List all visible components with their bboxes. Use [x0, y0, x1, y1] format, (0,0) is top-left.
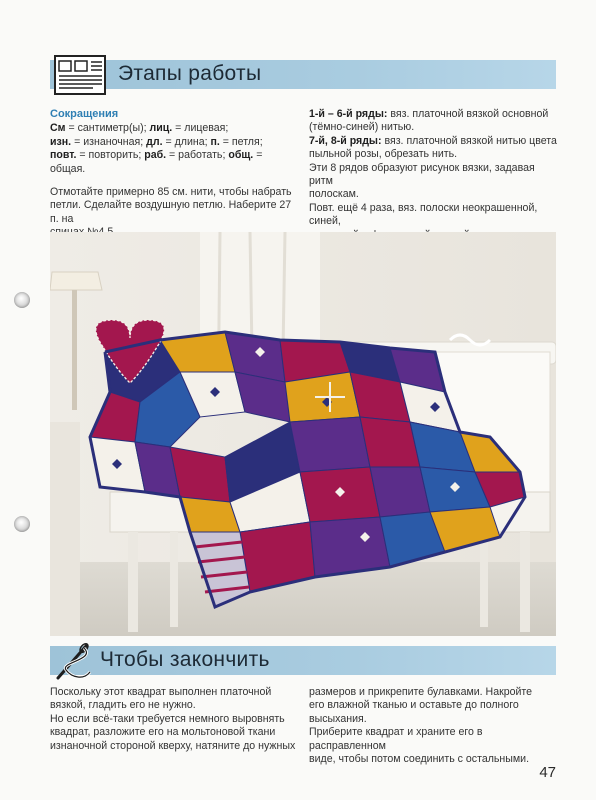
finish-line: Приберите квадрат и храните его в расправленном — [309, 726, 483, 752]
finish-line: вязкой, гладить его не нужно. — [50, 699, 196, 712]
row-instruction-line: Эти 8 рядов образуют рисунок вязки, задавая ритм — [309, 161, 535, 188]
abbreviation-line: изн. = изнаночная; дл. = длина; п. = петля; — [50, 135, 263, 148]
abbreviations-block — [50, 108, 300, 240]
cast-on-line: Отмотайте примерно 85 см. нити, чтобы набрать — [50, 186, 292, 199]
abbreviations-lines — [50, 122, 300, 176]
row-instruction-line: пыльной розы, обрезать нить. — [309, 148, 458, 161]
abbreviation-line: См = сантиметр(ы); лиц. = лицевая; — [50, 122, 229, 135]
binder-hole-top — [14, 292, 30, 308]
finish-line: изнаночной стороной кверху, натяните до нужных — [50, 739, 296, 752]
finish-line: квадрат, разложите его на мольтоновой ткани — [50, 726, 276, 739]
row-instruction-line: полоскам. — [309, 188, 359, 201]
document-icon — [53, 54, 107, 101]
row-instruction-line: 7-й, 8-й ряды: вяз. платочной вязкой нитью цвета — [309, 134, 557, 147]
binder-hole-bottom — [14, 516, 30, 532]
section-title-stages: Этапы работы — [118, 62, 262, 85]
row-instruction-line: 1-й – 6-й ряды: вяз. платочной вязкой основной — [309, 108, 549, 120]
abbreviations-title: Сокращения — [50, 108, 119, 120]
abbreviation-line: повт. = повторить; раб. = работать; общ. = общая. — [50, 149, 263, 175]
finish-line: Но если всё-таки требуется немного выровнять — [50, 712, 285, 725]
row-instruction-line: Повт. ещё 4 раза, вяз. полоски неокрашенной, синей, — [309, 201, 538, 228]
finish-line: высыхания. — [309, 712, 367, 725]
finish-text-right — [309, 686, 559, 766]
blanket-photo — [50, 232, 556, 636]
finish-line: его влажной тканью и оставьте до полного — [309, 699, 519, 712]
section-title-finish: Чтобы закончить — [100, 648, 270, 671]
finish-text-left — [50, 686, 300, 753]
finish-line: размеров и прикрепите булавками. Накройте — [309, 686, 533, 698]
cast-on-line: петли. Сделайте воздушную петлю. Наберите 27 п. на — [50, 199, 292, 225]
finish-line: виде, чтобы потом соединить с остальными. — [309, 753, 530, 766]
row-instruction-line: (тёмно-синей) нитью. — [309, 121, 415, 134]
page-number: 47 — [539, 764, 556, 781]
finish-line: Поскольку этот квадрат выполнен платочной — [50, 686, 272, 698]
needle-thread-icon — [50, 640, 96, 691]
